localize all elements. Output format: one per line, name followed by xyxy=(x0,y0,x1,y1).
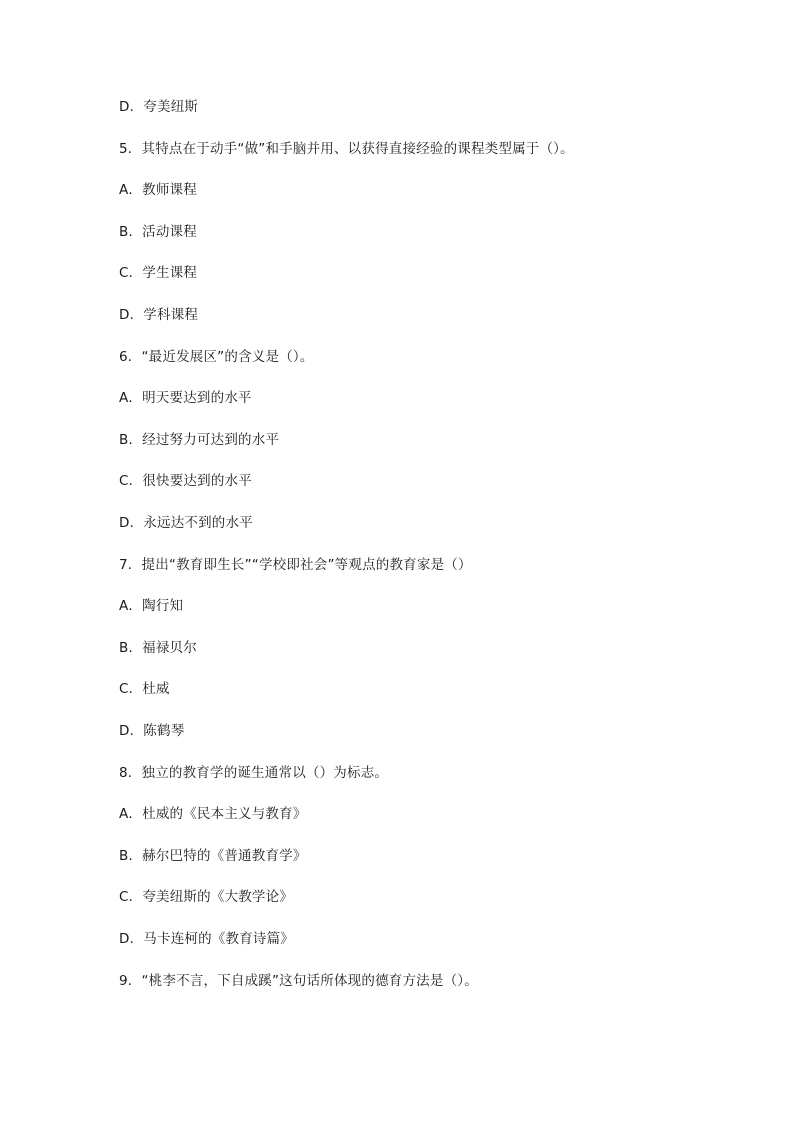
question-9: 9．“桃李不言，下自成蹊”这句话所体现的德育方法是（）。 xyxy=(119,973,478,989)
option-d-q8: D．马卡连柯的《教育诗篇》 xyxy=(119,931,294,947)
option-a-q7: A．陶行知 xyxy=(119,598,184,614)
option-d-q4: D．夸美纽斯 xyxy=(119,99,199,115)
question-5: 5．其特点在于动手“做”和手脑并用、以获得直接经验的课程类型属于（）。 xyxy=(119,141,574,157)
option-c-q7: C．杜威 xyxy=(119,681,170,697)
question-8: 8．独立的教育学的诞生通常以（）为标志。 xyxy=(119,765,389,781)
question-6: 6．“最近发展区”的含义是（）。 xyxy=(119,349,314,365)
option-c-q5: C．学生课程 xyxy=(119,265,198,281)
option-d-q5: D．学科课程 xyxy=(119,307,199,323)
option-c-q6: C．很快要达到的水平 xyxy=(119,473,252,489)
option-b-q6: B．经过努力可达到的水平 xyxy=(119,432,280,448)
option-b-q8: B．赫尔巴特的《普通教育学》 xyxy=(119,848,307,864)
option-d-q6: D．永远达不到的水平 xyxy=(119,515,253,531)
option-b-q5: B．活动课程 xyxy=(119,224,197,240)
option-a-q6: A．明天要达到的水平 xyxy=(119,390,252,406)
option-a-q5: A．教师课程 xyxy=(119,182,197,198)
option-c-q8: C．夸美纽斯的《大教学论》 xyxy=(119,889,294,905)
question-7: 7．提出“教育即生长”“学校即社会”等观点的教育家是（） xyxy=(119,557,472,573)
option-b-q7: B．福禄贝尔 xyxy=(119,640,197,656)
option-d-q7: D．陈鹤琴 xyxy=(119,723,185,739)
option-a-q8: A．杜威的《民本主义与教育》 xyxy=(119,806,307,822)
